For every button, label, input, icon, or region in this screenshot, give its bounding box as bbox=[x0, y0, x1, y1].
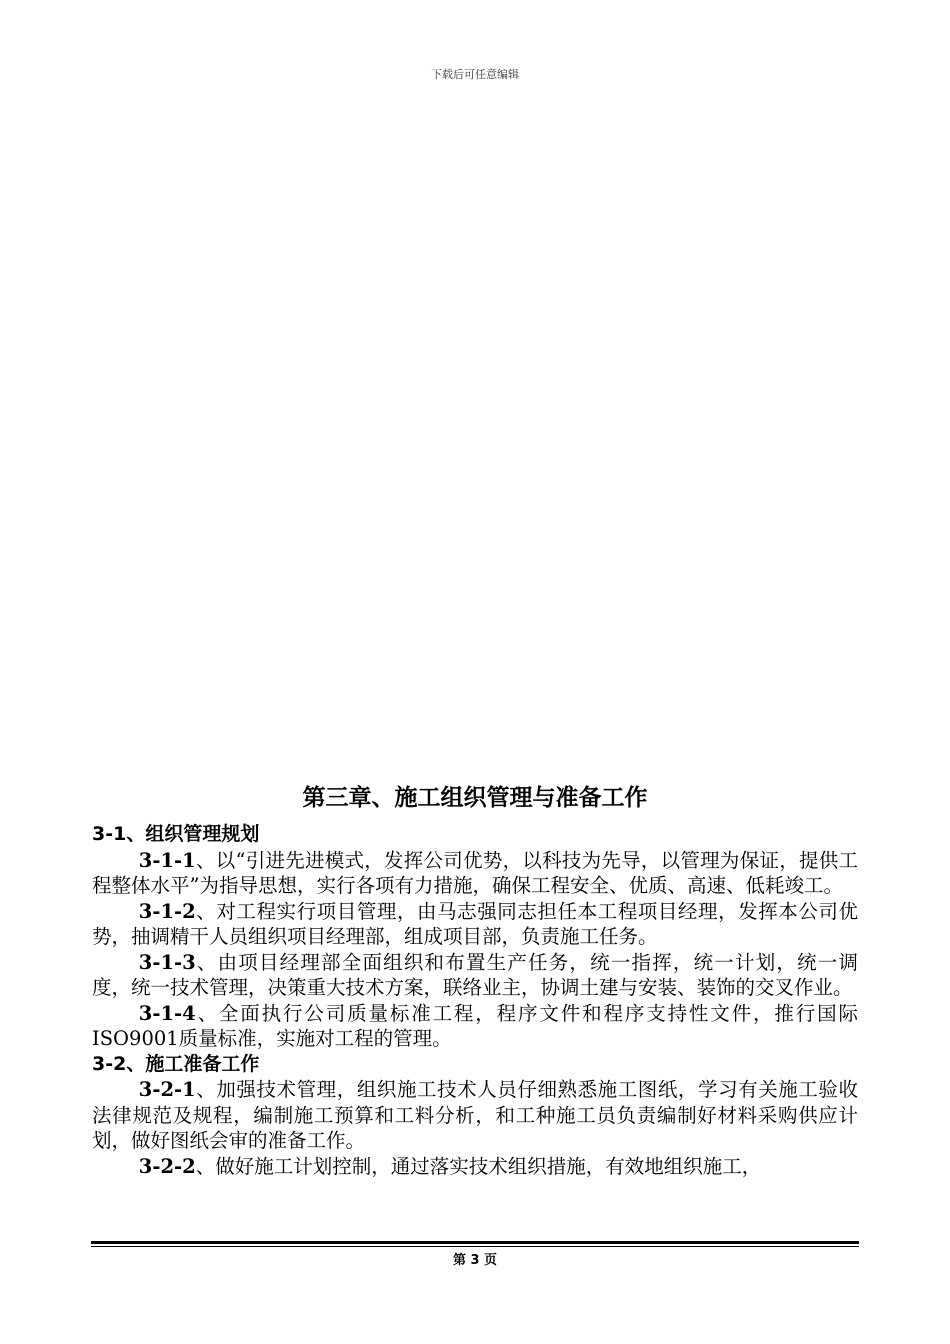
paragraph-3-2-1 bbox=[92, 1077, 858, 1154]
section-heading: 3-1、组织管理规划 bbox=[92, 823, 260, 845]
page-number: 第 3 页 bbox=[452, 1253, 498, 1268]
chapter-title: 第三章、施工组织管理与准备工作 bbox=[302, 785, 648, 811]
clause-text: 、由项目经理部全面组织和布置生产任务，统一指挥，统一计划，统一调度，统一技术管理，决策重大技术方案，联络业主，协调土建与安装、装饰的交叉作业。 bbox=[92, 950, 858, 999]
clause-text: 、全面执行公司质量标准工程，程序文件和程序支持性文件，推行国际ISO9001质量标准，实施对工程的管理。 bbox=[92, 1001, 858, 1050]
clause-number: 3-2-2 bbox=[138, 1154, 196, 1178]
paragraph-3-2-2 bbox=[92, 1154, 858, 1180]
paragraph-3-1-1 bbox=[92, 848, 858, 899]
paragraph-3-1-4 bbox=[92, 1001, 858, 1052]
paragraph-3-1-3 bbox=[92, 950, 858, 1001]
clause-number: 3-1-1 bbox=[138, 848, 196, 872]
footer-divider-thick bbox=[91, 1241, 859, 1244]
clause-number: 3-1-2 bbox=[138, 899, 196, 923]
paragraph-3-1-2 bbox=[92, 899, 858, 950]
clause-text: 、加强技术管理，组织施工技术人员仔细熟悉施工图纸，学习有关施工验收法律规范及规程，编制施工预算和工料分析，和工种施工员负责编制好材料采购供应计划，做好图纸会审的准备工作。 bbox=[92, 1078, 858, 1152]
clause-text: 、对工程实行项目管理，由马志强同志担任本工程项目经理，发挥本公司优势，抽调精干人员组织项目经理部，组成项目部，负责施工任务。 bbox=[92, 899, 858, 948]
clause-number: 3-2-1 bbox=[138, 1078, 196, 1101]
document-body bbox=[92, 822, 858, 1179]
clause-text: 、做好施工计划控制，通过落实技术组织措施，有效地组织施工， bbox=[195, 1154, 762, 1178]
footer-divider-thin bbox=[91, 1246, 859, 1247]
section-heading: 3-2、施工准备工作 bbox=[92, 1052, 260, 1075]
clause-number: 3-1-3 bbox=[138, 950, 196, 974]
clause-text: 、以“引进先进模式，发挥公司优势，以科技为先导，以管理为保证，提供工程整体水平”为指导思想，实行各项有力措施，确保工程安全、优质、高速、低耗竣工。 bbox=[92, 848, 858, 897]
header-note: 下载后可任意编辑 bbox=[431, 68, 519, 81]
clause-number: 3-1-4 bbox=[138, 1001, 196, 1025]
